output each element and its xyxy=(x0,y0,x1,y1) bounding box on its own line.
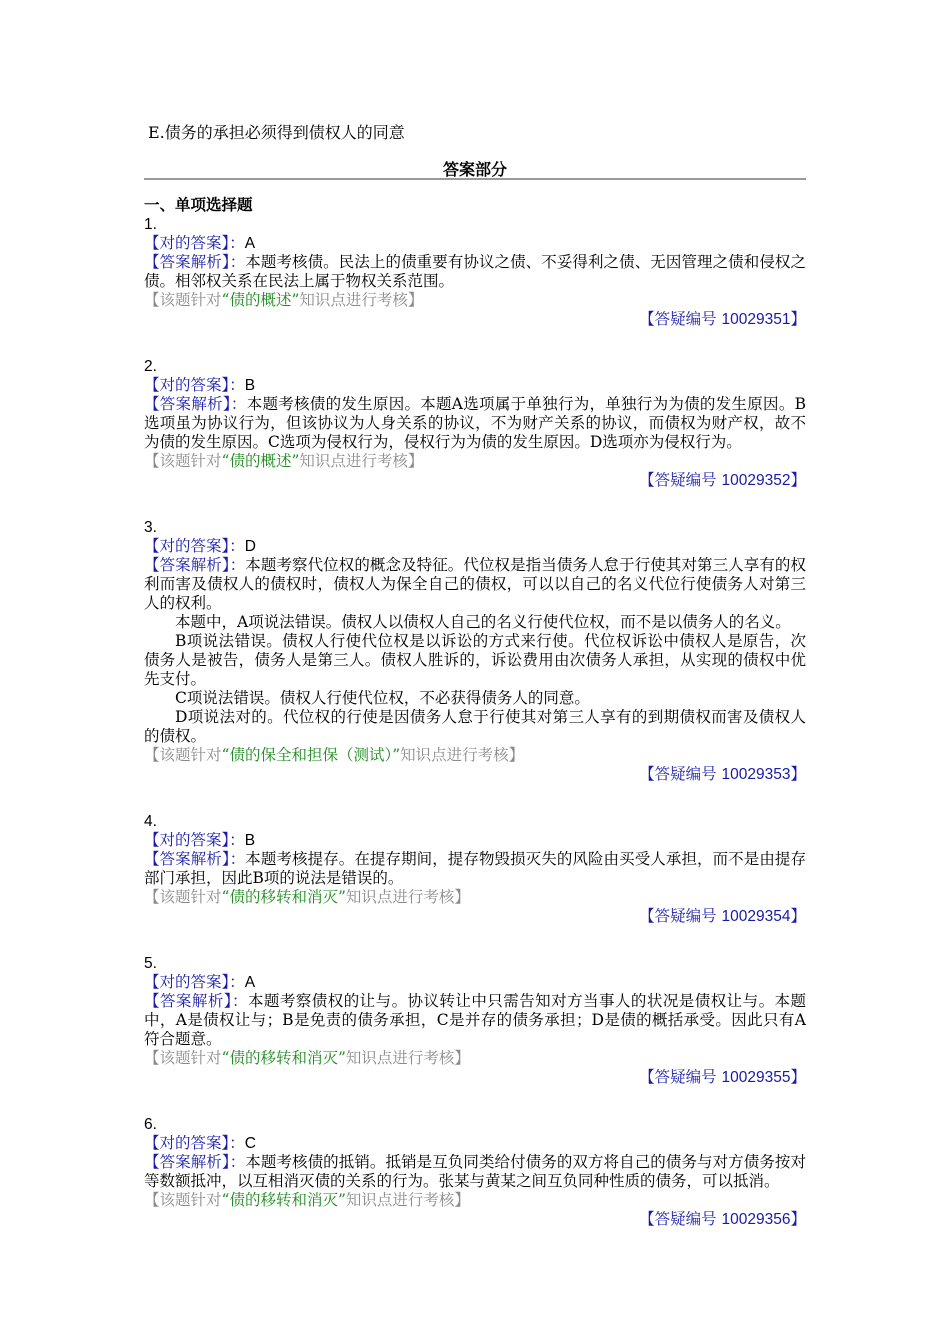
knowledge-point-line xyxy=(144,452,806,471)
analysis-label: 【答案解析】： xyxy=(144,253,246,271)
analysis-paragraph: 本题中，A项说法错误。债权人以债权人自己的名义行使代位权，而不是以债务人的名义。 xyxy=(175,613,791,631)
question-list xyxy=(144,215,806,1229)
knowledge-point-suffix: 知识点进行考核】 xyxy=(299,452,424,470)
qa-number-line xyxy=(144,310,806,329)
question-number: 4. xyxy=(144,813,157,830)
qa-prefix: 【答疑编号 xyxy=(639,907,722,925)
correct-answer-value: B xyxy=(244,832,256,849)
knowledge-point-topic: “债的移转和消灭” xyxy=(221,1049,346,1067)
qa-number-line xyxy=(144,907,806,926)
knowledge-point-prefix: 【该题针对 xyxy=(144,452,222,470)
qa-prefix: 【答疑编号 xyxy=(639,471,722,489)
correct-answer-label: 【对的答案】： xyxy=(144,973,245,991)
correct-answer-line xyxy=(144,537,806,556)
qa-suffix: 】 xyxy=(790,471,806,489)
knowledge-point-suffix: 知识点进行考核】 xyxy=(345,1049,470,1067)
qa-suffix: 】 xyxy=(790,310,806,328)
qa-prefix: 【答疑编号 xyxy=(639,310,722,328)
option-e-line: E.债务的承担必须得到债权人的同意 xyxy=(148,123,405,142)
answer-section-title: 答案部分 xyxy=(442,160,507,179)
knowledge-point-topic: “债的概述” xyxy=(221,452,300,470)
correct-answer-line xyxy=(144,1134,806,1153)
qa-prefix: 【答疑编号 xyxy=(639,765,722,783)
analysis-paragraph xyxy=(144,992,806,1049)
analysis-label: 【答案解析】： xyxy=(144,395,247,413)
question-number: 5. xyxy=(144,955,157,972)
analysis-paragraph: D项说法对的。代位权的行使是因债务人怠于行使其对第三人享有的到期债权而害及债权人的债权。 xyxy=(144,708,806,745)
knowledge-point-line xyxy=(144,1049,806,1068)
knowledge-point-suffix: 知识点进行考核】 xyxy=(400,746,525,764)
analysis-text: 本题考核债。民法上的债重要有协议之债、不妥得利之债、无因管理之债和侵权之债。相邻权关系在民法上属于物权关系范围。 xyxy=(144,253,806,290)
analysis-paragraph: C项说法错误。债权人行使代位权，不必获得债务人的同意。 xyxy=(175,689,590,707)
correct-answer-label: 【对的答案】： xyxy=(144,831,245,849)
qa-code: 10029356 xyxy=(721,1211,791,1228)
question-number: 1. xyxy=(144,216,157,233)
correct-answer-line xyxy=(144,234,806,253)
analysis-text: 本题考察债权的让与。协议转让中只需告知对方当事人的状况是债权让与。本题中，A是债权让与；B是免责的债务承担，C是并存的债务承担；D是债的概括承受。因此只有A符合题意。 xyxy=(144,992,806,1048)
knowledge-point-prefix: 【该题针对 xyxy=(144,291,222,309)
question-block xyxy=(144,518,806,784)
analysis-label: 【答案解析】： xyxy=(144,992,248,1010)
correct-answer-label: 【对的答案】： xyxy=(144,376,245,394)
qa-number-line xyxy=(144,1210,806,1229)
knowledge-point-line xyxy=(144,888,806,907)
section-divider xyxy=(144,178,806,180)
analysis-paragraph xyxy=(144,1153,806,1191)
subsection-title: 一、单项选择题 xyxy=(144,196,253,214)
knowledge-point-topic: “债的移转和消灭” xyxy=(221,888,346,906)
correct-answer-line xyxy=(144,831,806,850)
knowledge-point-suffix: 知识点进行考核】 xyxy=(345,1191,470,1209)
correct-answer-label: 【对的答案】： xyxy=(144,1134,245,1152)
answer-content xyxy=(144,196,806,1229)
knowledge-point-topic: “债的移转和消灭” xyxy=(221,1191,346,1209)
qa-code: 10029352 xyxy=(721,472,791,489)
correct-answer-value: D xyxy=(244,538,256,555)
knowledge-point-prefix: 【该题针对 xyxy=(144,1049,222,1067)
knowledge-point-prefix: 【该题针对 xyxy=(144,1191,222,1209)
qa-code: 10029354 xyxy=(721,908,791,925)
qa-suffix: 】 xyxy=(790,907,806,925)
qa-suffix: 】 xyxy=(790,1068,806,1086)
qa-code: 10029351 xyxy=(721,311,791,328)
qa-code: 10029353 xyxy=(721,766,791,783)
correct-answer-value: C xyxy=(244,1135,256,1152)
analysis-paragraph xyxy=(144,253,806,291)
knowledge-point-suffix: 知识点进行考核】 xyxy=(345,888,470,906)
analysis-paragraph: B项说法错误。债权人行使代位权是以诉讼的方式来行使。代位权诉讼中债权人是原告，次债务人是被告，债务人是第三人。债权人胜诉的，诉讼费用由次债务人承担，从实现的债权中优先支付。 xyxy=(144,632,806,688)
qa-number-line xyxy=(144,471,806,490)
knowledge-point-prefix: 【该题针对 xyxy=(144,746,222,764)
knowledge-point-suffix: 知识点进行考核】 xyxy=(299,291,424,309)
correct-answer-line xyxy=(144,973,806,992)
question-number: 3. xyxy=(144,519,157,536)
analysis-label: 【答案解析】： xyxy=(144,1153,246,1171)
analysis-paragraph xyxy=(144,395,806,452)
qa-number-line xyxy=(144,765,806,784)
question-block xyxy=(144,1115,806,1229)
question-number: 2. xyxy=(144,358,157,375)
analysis-text: 本题考核债的抵销。抵销是互负同类给付债务的双方将自己的债务与对方债务按对等数额抵冲，以互相消灭债的关系的行为。张某与黄某之间互负同种性质的债务，可以抵消。 xyxy=(144,1153,806,1190)
qa-suffix: 】 xyxy=(790,765,806,783)
knowledge-point-topic: “债的概述” xyxy=(221,291,300,309)
qa-prefix: 【答疑编号 xyxy=(639,1068,722,1086)
knowledge-point-line xyxy=(144,746,806,765)
knowledge-point-topic: “债的保全和担保（测试）” xyxy=(221,746,401,764)
analysis-label: 【答案解析】： xyxy=(144,556,246,574)
question-block xyxy=(144,954,806,1087)
analysis-label: 【答案解析】： xyxy=(144,850,246,868)
analysis-text: 本题考察代位权的概念及特征。代位权是指当债务人怠于行使其对第三人享有的权利而害及债权人的债权时，债权人为保全自己的债权，可以以自己的名义代位行使债务人对第三人的权利。 xyxy=(144,556,806,612)
qa-prefix: 【答疑编号 xyxy=(639,1210,722,1228)
analysis-text: 本题考核提存。在提存期间，提存物毁损灭失的风险由买受人承担，而不是由提存部门承担，因此B项的说法是错误的。 xyxy=(144,850,806,887)
knowledge-point-line xyxy=(144,291,806,310)
correct-answer-label: 【对的答案】： xyxy=(144,234,245,252)
question-number: 6. xyxy=(144,1116,157,1133)
qa-suffix: 】 xyxy=(790,1210,806,1228)
correct-answer-label: 【对的答案】： xyxy=(144,537,245,555)
question-block xyxy=(144,357,806,490)
question-block xyxy=(144,812,806,926)
correct-answer-value: A xyxy=(244,974,256,991)
analysis-paragraph xyxy=(144,850,806,888)
analysis-paragraph xyxy=(144,556,806,613)
knowledge-point-prefix: 【该题针对 xyxy=(144,888,222,906)
correct-answer-line xyxy=(144,376,806,395)
qa-code: 10029355 xyxy=(721,1069,791,1086)
correct-answer-value: A xyxy=(244,235,256,252)
correct-answer-value: B xyxy=(244,377,256,394)
qa-number-line xyxy=(144,1068,806,1087)
question-block xyxy=(144,215,806,329)
knowledge-point-line xyxy=(144,1191,806,1210)
analysis-text: 本题考核债的发生原因。本题A选项属于单独行为，单独行为为债的发生原因。B选项虽为协议行为，但该协议为人身关系的协议，不为财产关系的协议，而债权为财产权，故不为债的发生原因。C选项为侵权行为，侵权行为为债的发生原因。D选项亦为侵权行为。 xyxy=(144,395,806,451)
